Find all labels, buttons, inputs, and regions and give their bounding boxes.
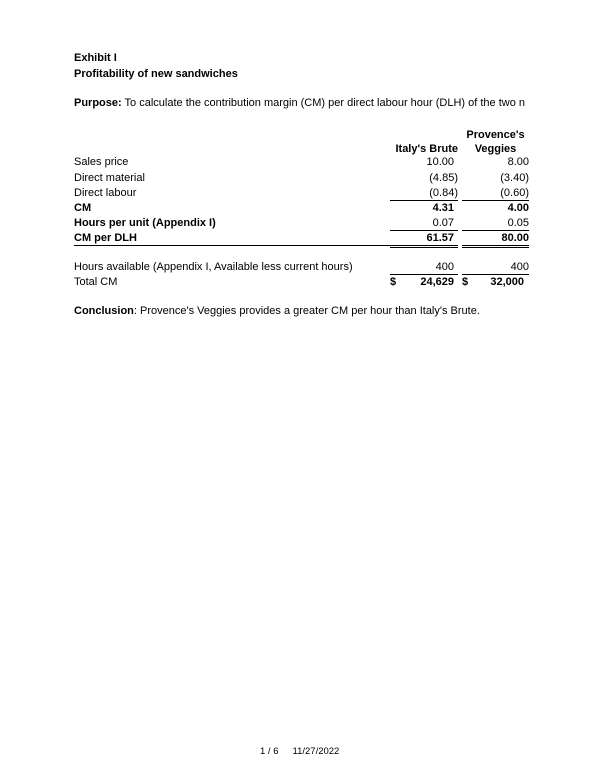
col-header-provences-line2: Veggies [474,143,517,155]
double-line-bottom-2 [462,247,529,248]
total-cm-currency-italy: $ [390,276,397,288]
exhibit-title: Exhibit I [74,52,117,64]
cell-direct-labour-italy: (0.84) [429,187,458,199]
row-label-cm-per-dlh: CM per DLH [74,232,137,244]
cell-cm-provence: 4.00 [507,202,529,214]
subtotal-line-provence [462,200,529,201]
cell-direct-material-provence: (3.40) [500,172,529,184]
col-header-italys-brute: Italy's Brute [395,143,458,155]
cell-hours-available-provence: 400 [510,261,529,273]
cell-sales-price-provence: 8.00 [507,156,529,168]
cell-direct-labour-provence: (0.60) [500,187,529,199]
exhibit-subtitle: Profitability of new sandwiches [74,68,238,80]
conclusion-label: Conclusion [74,305,134,317]
footer-page-number: 1 / 6 [260,746,279,757]
double-line-top-2 [462,245,529,246]
total-line-provence [462,274,529,275]
row-label-total-cm: Total CM [74,276,118,288]
purpose-statement [74,97,530,109]
cell-cm-per-dlh-provence: 80.00 [501,232,529,244]
row-label-cm: CM [74,202,92,214]
cm-per-dlh-line-italy [390,230,458,231]
total-line-italy [390,274,458,275]
cell-hours-available-italy: 400 [435,261,454,273]
row-label-hours-per-unit: Hours per unit (Appendix I) [74,217,216,229]
row-label-direct-material: Direct material [74,172,145,184]
conclusion-statement [74,305,480,317]
purpose-text: To calculate the contribution margin (CM) per direct labour hour (DLH) of the two n [121,97,526,109]
cm-per-dlh-line-provence [462,230,529,231]
cell-cm-per-dlh-italy: 61.57 [426,232,454,244]
cell-total-cm-provence: 32,000 [490,276,524,288]
total-cm-currency-provence: $ [462,276,469,288]
subtotal-line-italy [390,200,458,201]
cell-hours-per-unit-provence: 0.05 [507,217,529,229]
double-line-bottom-1 [390,247,458,248]
row-label-direct-labour: Direct labour [74,187,137,199]
cell-total-cm-italy: 24,629 [420,276,454,288]
row-label-sales-price: Sales price [74,156,129,168]
purpose-label: Purpose: [74,97,122,109]
footer [260,746,339,757]
cell-hours-per-unit-italy: 0.07 [432,217,454,229]
cell-direct-material-italy: (4.85) [429,172,458,184]
cell-cm-italy: 4.31 [432,202,454,214]
cell-sales-price-italy: 10.00 [426,156,454,168]
double-line-top-1 [74,245,458,246]
conclusion-text: : Provence's Veggies provides a greater CM per hour than Italy's Brute. [133,305,480,317]
row-label-hours-available: Hours available (Appendix I, Available less current hours) [74,261,353,273]
col-header-provences-line1: Provence's [466,129,525,141]
footer-date: 11/27/2022 [292,746,340,757]
